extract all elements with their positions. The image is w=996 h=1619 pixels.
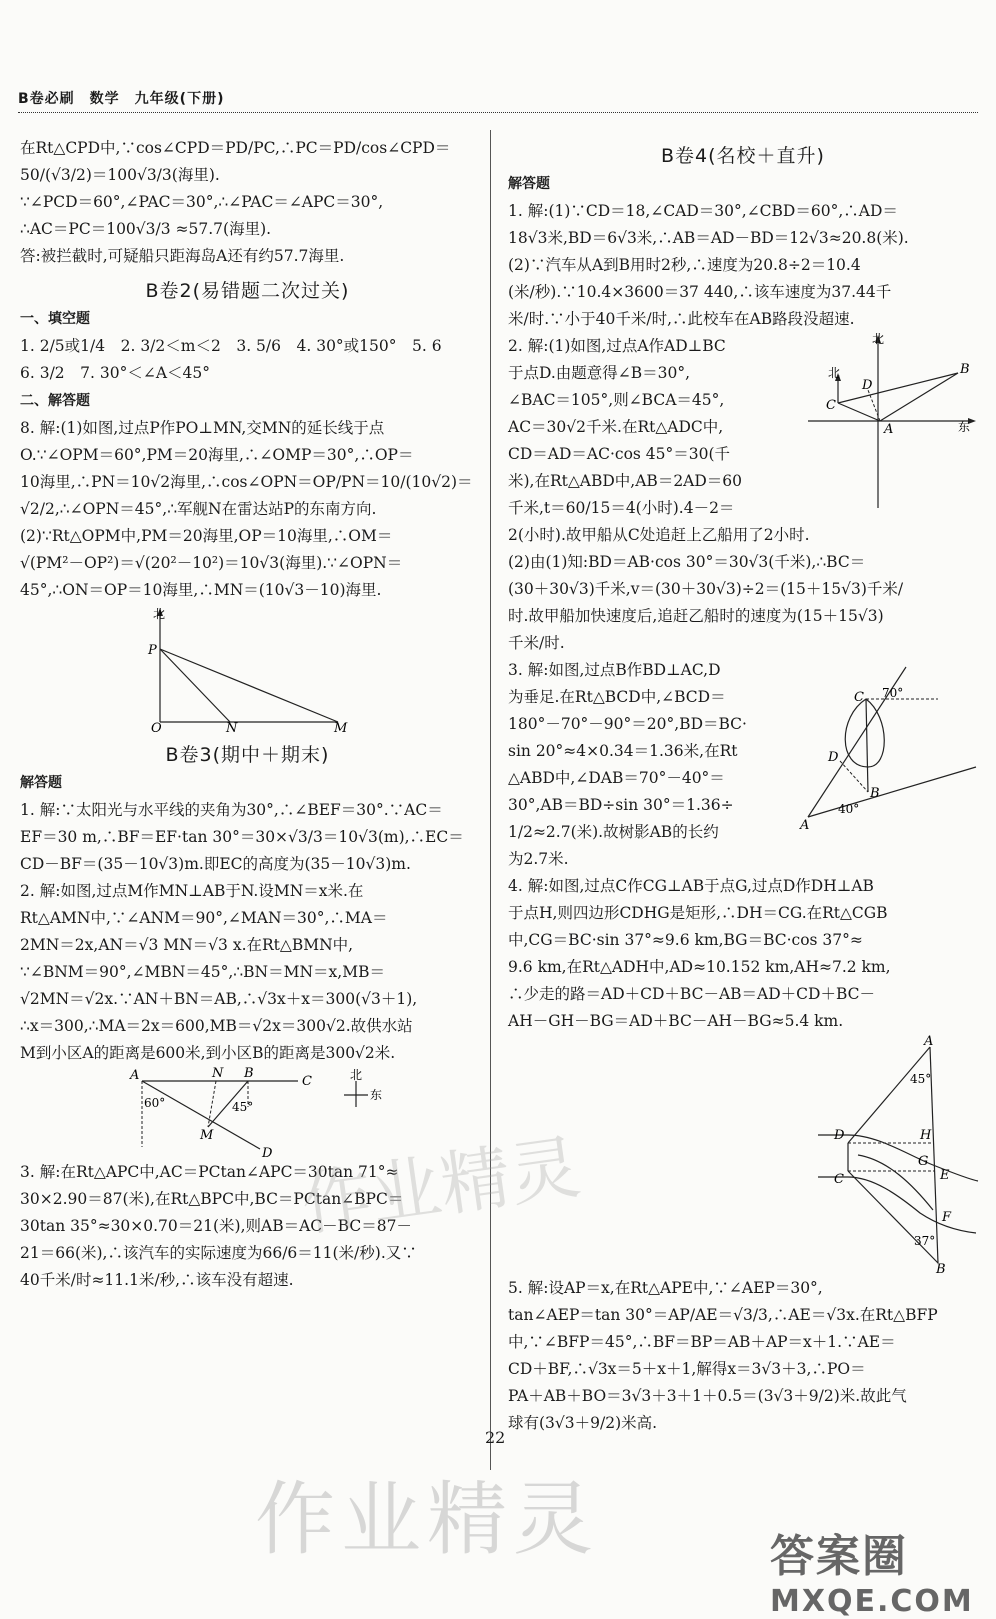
text-line: 3. 解:如图,过点B作BD⊥AC,D — [508, 661, 721, 679]
section-title: B卷3(期中＋期末) — [165, 744, 330, 766]
angle-label: 37° — [914, 1234, 936, 1248]
north-label: 北 — [350, 1068, 363, 1082]
text-line: PA＋AB＋BO＝3√3＋3＋1＋0.5＝(3√3＋9/2)米.故此气 — [508, 1387, 907, 1405]
text-line: 球有(3√3＋9/2)米高. — [508, 1414, 658, 1432]
figure-road — [658, 1035, 996, 1275]
text-line: (2)由(1)知:BD＝AB·cos 30°＝30√3(千米),∴BC＝ — [508, 553, 866, 571]
text-line: √(PM²－OP²)＝√(20²－10²)＝10√3(海里).∵∠OPN＝ — [20, 554, 403, 572]
point-label: B — [244, 1067, 254, 1081]
text-line: ∵∠PCD＝60°,∠PAC＝30°,∴∠PAC＝∠APC＝30°, — [20, 193, 384, 211]
point-label: N — [212, 1067, 224, 1081]
angle-label: 45° — [232, 1100, 254, 1114]
text-line: AH－GH－BG＝AD＋BC－AH－BG≈5.4 km. — [508, 1012, 844, 1030]
point-label: A — [884, 422, 894, 437]
text-line: √2MN＝√2x.∵AN＋BN＝AB,∴√3x＋x＝300(√3＋1), — [20, 990, 418, 1008]
text-line: 21＝66(米),∴该汽车的实际速度为66/6＝11(米/秒).又∵ — [20, 1244, 417, 1262]
text-line: ∴AC＝PC＝100√3/3 ≈57.7(海里). — [20, 220, 272, 238]
point-label: M — [200, 1128, 214, 1143]
text-line: 3. 解:在Rt△APC中,AC＝PCtan∠APC＝30tan 71°≈ — [20, 1163, 399, 1181]
text-line: 千米,t＝60/15＝4(小时).4－2＝ — [508, 499, 735, 517]
text-line: △ABD中,∠DAB＝70°－40°＝ — [508, 769, 725, 787]
subsection-title: 一、填空题 — [20, 311, 90, 327]
section-title: B卷4(名校＋直升) — [661, 145, 825, 167]
point-label: D — [834, 1128, 845, 1143]
q3-block — [508, 657, 978, 846]
text-line: √2/2,∴∠OPN＝45°,∴军舰N在雷达站P的东南方向. — [20, 500, 377, 518]
site-logo — [770, 1520, 974, 1619]
point-label: A — [800, 818, 810, 833]
point-label: E — [940, 1168, 950, 1183]
point-label: F — [942, 1210, 952, 1225]
watermark-bottom: 作业精灵 — [255, 1473, 599, 1566]
text-line: 答:被拦截时,可疑船只距海岛A还有约57.7海里. — [20, 247, 345, 265]
point-label: G — [918, 1154, 929, 1169]
left-column — [20, 135, 475, 1294]
point-label: C — [854, 690, 864, 705]
text-line: ∴少走的路＝AD＋CD＋BC－AB＝AD＋CD＋BC－ — [508, 985, 875, 1003]
point-label: D — [862, 378, 873, 393]
angle-label: 40° — [838, 802, 860, 816]
q2-block — [508, 333, 978, 522]
text-line: 30°,AB＝BD÷sin 30°＝1.36÷ — [508, 796, 734, 814]
figure-tree-shadow — [798, 657, 978, 837]
text-line: 8. 解:(1)如图,过点P作PO⊥MN,交MN的延长线于点 — [20, 419, 385, 437]
text-line: 9.6 km,在Rt△ADH中,AD≈10.152 km,AH≈7.2 km, — [508, 958, 891, 976]
text-line: 5. 解:设AP＝x,在Rt△APE中,∵∠AEP＝30°, — [508, 1279, 823, 1297]
text-line: 2. 解:(1)如图,过点A作AD⊥BC — [508, 337, 726, 355]
logo-text: 答案圈 — [770, 1531, 908, 1582]
answer-line: 6. 3/2 7. 30°＜∠A＜45° — [20, 364, 211, 382]
text-line: 18√3米,BD＝6√3米,∴AB＝AD－BD＝12√3≈20.8(米). — [508, 229, 909, 247]
point-label: H — [920, 1128, 932, 1143]
subsection-title: 解答题 — [20, 775, 62, 791]
text-line: 于点H,则四边形CDHG是矩形,∴DH＝CG.在Rt△CGB — [508, 904, 888, 922]
point-label: O — [151, 721, 162, 734]
text-line: O.∵∠OPM＝60°,PM＝20海里,∴∠OMP＝30°,∴OP＝ — [20, 446, 414, 464]
north-label: 北 — [828, 366, 841, 380]
text-line: 40千米/时≈11.1米/秒,∴该车没有超速. — [20, 1271, 294, 1289]
text-line: 180°－70°－90°＝20°,BD＝BC· — [508, 715, 747, 733]
text-line: 2(小时).故甲船从C处追赶上乙船用了2小时. — [508, 526, 810, 544]
angle-label: 70° — [882, 686, 904, 700]
page-header: B卷必刷 数学 九年级(下册) — [18, 91, 225, 107]
column-divider — [490, 130, 491, 1470]
text-line: (2)∵Rt△OPM中,PM＝20海里,OP＝10海里,∴OM＝ — [20, 527, 393, 545]
text-line: AC＝30√2千米.在Rt△ADC中, — [508, 418, 724, 436]
point-label: P — [148, 643, 157, 658]
text-line: 10海里,∴PN＝10√2海里,∴cos∠OPN＝OP/PN＝10/(10√2)＝ — [20, 473, 473, 491]
point-label: M — [334, 721, 348, 734]
text-line: (米/秒).∵10.4×3600＝37 440,∴该车速度为37.44千 — [508, 283, 892, 301]
text-line: 50/(√3/2)＝100√3/3(海里). — [20, 166, 220, 184]
text-line: 为垂足.在Rt△BCD中,∠BCD＝ — [508, 688, 726, 706]
east-label: 东 — [958, 420, 971, 434]
text-line: 1. 解:(1)∵CD＝18,∠CAD＝30°,∠CBD＝60°,∴AD＝ — [508, 202, 898, 220]
text-line: (2)∵汽车从A到B用时2秒,∴速度为20.8÷2＝10.4 — [508, 256, 861, 274]
text-line: 1/2≈2.7(米).故树影AB的长约 — [508, 823, 719, 841]
text-line: CD＝AD＝AC·cos 45°＝30(千 — [508, 445, 731, 463]
text-line: 30tan 35°≈30×0.70＝21(米),则AB＝AC－BC＝87－ — [20, 1217, 412, 1235]
figure-ships — [808, 333, 978, 513]
text-line: 于点D.由题意得∠B＝30°, — [508, 364, 691, 382]
north-label: 北 — [153, 607, 166, 621]
text-line: CD＋BF,∴√3x＝5＋x＋1,解得x＝3√3＋3,∴PO＝ — [508, 1360, 866, 1378]
logo-url: MXQE.COM — [770, 1584, 974, 1619]
text-line: 千米/时. — [508, 634, 565, 652]
text-line: ∵∠BNM＝90°,∠MBN＝45°,∴BN＝MN＝x,MB＝ — [20, 963, 385, 981]
point-label: B — [936, 1262, 946, 1275]
text-line: 1. 解:∵太阳光与水平线的夹角为30°,∴∠BEF＝30°.∵AC＝ — [20, 801, 443, 819]
east-label: 东 — [370, 1088, 383, 1102]
point-label: D — [262, 1146, 273, 1159]
subsection-title: 二、解答题 — [20, 393, 90, 409]
text-line: M到小区A的距离是600米,到小区B的距离是300√2米. — [20, 1044, 396, 1062]
figure-radar — [20, 604, 475, 734]
figure-water-station — [20, 1067, 475, 1159]
subsection-title: 解答题 — [508, 176, 550, 192]
angle-label: 45° — [910, 1072, 932, 1086]
point-label: N — [226, 721, 238, 734]
header-rule — [18, 112, 978, 113]
point-label: C — [834, 1172, 844, 1187]
text-line: (30＋30√3)千米,v＝(30＋30√3)÷2＝(15＋15√3)千米/ — [508, 580, 904, 598]
text-line: 在Rt△CPD中,∵cos∠CPD＝PD/PC,∴PC＝PD/cos∠CPD＝ — [20, 139, 451, 157]
right-column — [508, 135, 978, 1437]
text-line: tan∠AEP＝tan 30°＝AP/AE＝√3/3,∴AE＝√3x.在Rt△BFP — [508, 1306, 938, 1324]
text-line: 中,∵∠BFP＝45°,∴BF＝BP＝AB＋AP＝x＋1.∵AE＝ — [508, 1333, 896, 1351]
text-line: 中,CG＝BC·sin 37°≈9.6 km,BG＝BC·cos 37°≈ — [508, 931, 863, 949]
point-label: B — [870, 786, 880, 801]
text-line: 2MN＝2x,AN＝√3 MN＝√3 x.在Rt△BMN中, — [20, 936, 354, 954]
text-line: 4. 解:如图,过点C作CG⊥AB于点G,过点D作DH⊥AB — [508, 877, 874, 895]
text-line: 米/时.∵小于40千米/时,∴此校车在AB路段没超速. — [508, 310, 855, 328]
text-line: 30×2.90＝87(米),在Rt△BPC中,BC＝PCtan∠BPC＝ — [20, 1190, 404, 1208]
point-label: D — [828, 750, 839, 765]
watermark-center: 作业精灵 — [296, 1125, 586, 1247]
text-line: CD－BF＝(35－10√3)m.即EC的高度为(35－10√3)m. — [20, 855, 411, 873]
section-title: B卷2(易错题二次过关) — [145, 280, 350, 302]
angle-label: 60° — [144, 1096, 166, 1110]
page-number: 22 — [485, 1428, 506, 1447]
text-line: 45°,∴ON＝OP＝10海里,∴MN＝(10√3－10)海里. — [20, 581, 382, 599]
north-label: 北 — [872, 333, 885, 346]
point-label: C — [302, 1074, 312, 1089]
text-line: sin 20°≈4×0.34＝1.36米,在Rt — [508, 742, 738, 760]
text-line: ∴x＝300,∴MA＝2x＝600,MB＝√2x＝300√2.故供水站 — [20, 1017, 413, 1035]
text-line: ∠BAC＝105°,则∠BCA＝45°, — [508, 391, 725, 409]
answer-line: 1. 2/5或1/4 2. 3/2＜m＜2 3. 5/6 4. 30°或150° 5. 6 — [20, 337, 442, 355]
point-label: A — [130, 1068, 140, 1083]
text-line: 时.故甲船加快速度后,追赶乙船时的速度为(15＋15√3) — [508, 607, 884, 625]
text-line: 2. 解:如图,过点M作MN⊥AB于N.设MN＝x米.在 — [20, 882, 364, 900]
point-label: A — [924, 1035, 934, 1049]
point-label: C — [826, 398, 836, 413]
text-line: 为2.7米. — [508, 850, 569, 868]
text-line: 米),在Rt△ABD中,AB＝2AD＝60 — [508, 472, 743, 490]
text-line: Rt△AMN中,∵∠ANM＝90°,∠MAN＝30°,∴MA＝ — [20, 909, 388, 927]
point-label: B — [960, 362, 970, 377]
text-line: EF＝30 m,∴BF＝EF·tan 30°＝30×√3/3＝10√3(m),∴EC＝ — [20, 828, 464, 846]
